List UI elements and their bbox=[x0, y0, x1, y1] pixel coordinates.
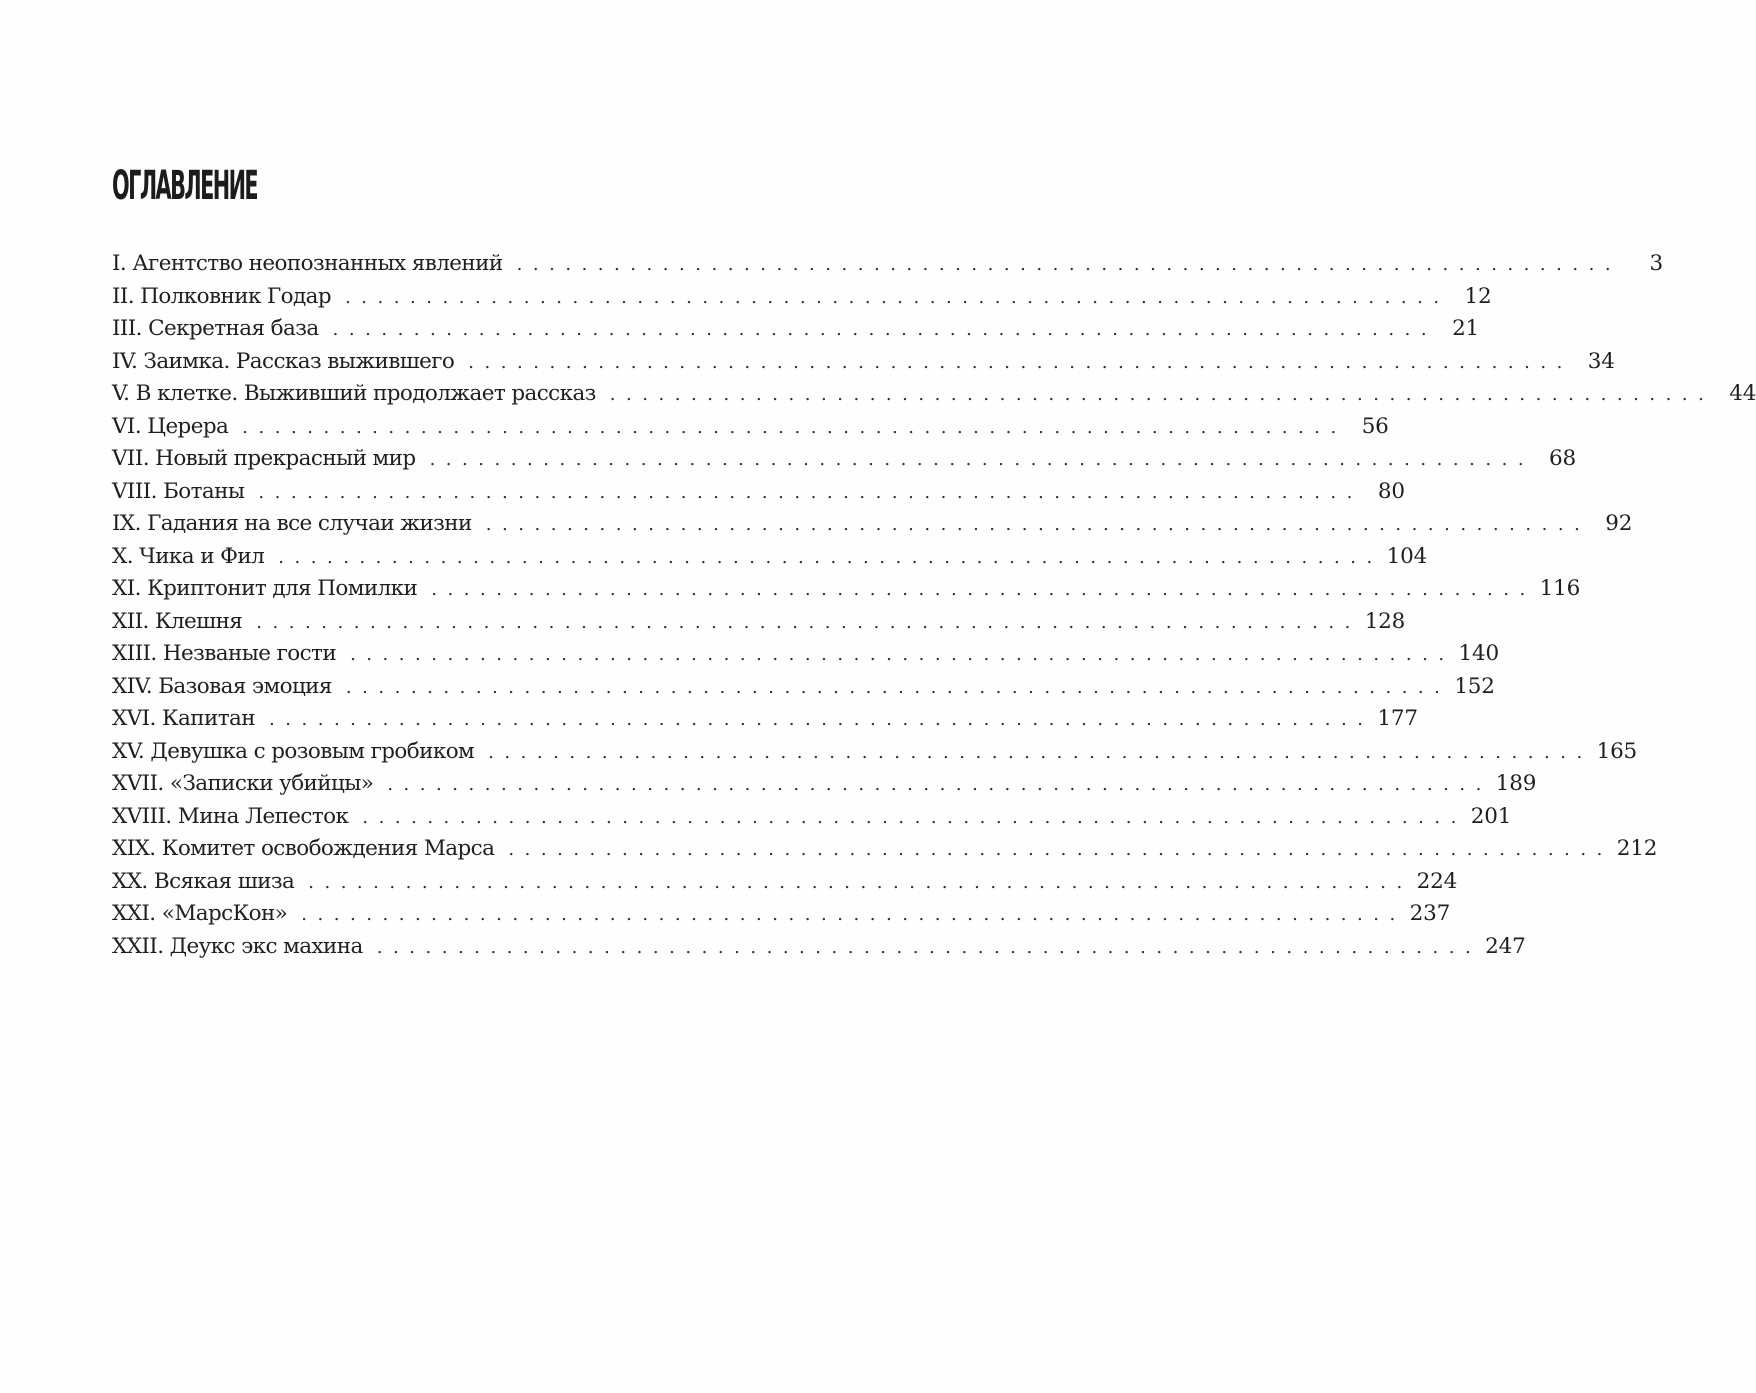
toc-entry[interactable] bbox=[112, 898, 1451, 931]
dot-leader: . . . . . . . . . . . . . . . . . . . . . . . . . . . . . . . . . . . . . . . . . . . . . . . . . . . . . . . . . . . . . . . . . . . . bbox=[387, 774, 1484, 795]
toc-entry-label: VI. Церера bbox=[112, 413, 229, 439]
toc-entry[interactable] bbox=[112, 638, 1499, 671]
dot-leader: . . . . . . . . . . . . . . . . . . . . . . . . . . . . . . . . . . . . . . . . . . . . . . . . . . . . . . . . . . . . . . . . . . . . bbox=[301, 904, 1398, 925]
toc-entry-page-number: 92 bbox=[1605, 511, 1633, 536]
toc-entry-label: XII. Клешня bbox=[112, 608, 243, 634]
toc-entry-label: X. Чика и Фил bbox=[112, 543, 265, 569]
toc-entry[interactable] bbox=[112, 768, 1537, 801]
toc-entry[interactable] bbox=[112, 931, 1526, 964]
toc-entry[interactable] bbox=[112, 703, 1418, 736]
dot-leader: . . . . . . . . . . . . . . . . . . . . . . . . . . . . . . . . . . . . . . . . . . . . . . . . . . . . . . . . . . . . . . . . . . . . bbox=[345, 286, 1442, 308]
toc-entry-label: III. Секретная база bbox=[112, 316, 319, 341]
dot-leader: . . . . . . . . . . . . . . . . . . . . . . . . . . . . . . . . . . . . . . . . . . . . . . . . . . . . . . . . . . . . . . . . . . . . bbox=[376, 936, 1474, 958]
toc-entry-page-number: 247 bbox=[1485, 933, 1526, 959]
dot-leader: . . . . . . . . . . . . . . . . . . . . . . . . . . . . . . . . . . . . . . . . . . . . . . . . . . . . . . . . . . . . . . . . . . . . bbox=[350, 644, 1447, 665]
toc-entry-page-number: 140 bbox=[1458, 641, 1499, 666]
dot-leader: . . . . . . . . . . . . . . . . . . . . . . . . . . . . . . . . . . . . . . . . . . . . . . . . . . . . . . . . . . . . . . . . . . . . bbox=[242, 416, 1339, 438]
toc-entry-label: XIX. Комитет освобождения Марса bbox=[112, 836, 495, 861]
dot-leader: . . . . . . . . . . . . . . . . . . . . . . . . . . . . . . . . . . . . . . . . . . . . . . . . . . . . . . . . . . . . . . . . . . . . bbox=[468, 351, 1565, 373]
toc-entry[interactable] bbox=[112, 541, 1428, 574]
toc-entry[interactable] bbox=[112, 606, 1406, 639]
toc-entry-label: VII. Новый прекрасный мир bbox=[112, 446, 416, 471]
toc-entry-label: XXI. «МарсКон» bbox=[112, 901, 288, 926]
dot-leader: . . . . . . . . . . . . . . . . . . . . . . . . . . . . . . . . . . . . . . . . . . . . . . . . . . . . . . . . . . . . . . . . . . . . bbox=[308, 871, 1405, 893]
toc-entry-page-number: 212 bbox=[1616, 836, 1658, 861]
toc-entry[interactable] bbox=[112, 248, 1664, 281]
toc-entry-label: IV. Заимка. Рассказ выжившего bbox=[112, 348, 455, 374]
dot-leader: . . . . . . . . . . . . . . . . . . . . . . . . . . . . . . . . . . . . . . . . . . . . . . . . . . . . . . . . . . . . . . . . . . . . bbox=[278, 546, 1375, 568]
toc-entry-label: XVIII. Мина Лепесток bbox=[112, 803, 349, 829]
toc-entry-label: XVII. «Записки убийцы» bbox=[112, 771, 374, 796]
toc-entry[interactable] bbox=[112, 736, 1638, 769]
toc-entry[interactable] bbox=[112, 573, 1581, 606]
toc-entry-page-number: 104 bbox=[1386, 543, 1428, 569]
toc-title: ОГЛАВЛЕНИЕ bbox=[112, 163, 258, 209]
toc-entry-page-number: 44 bbox=[1729, 381, 1756, 406]
toc-entry-label: IX. Гадания на все случаи жизни bbox=[112, 511, 472, 536]
dot-leader: . . . . . . . . . . . . . . . . . . . . . . . . . . . . . . . . . . . . . . . . . . . . . . . . . . . . . . . . . . . . . . . . . . . . bbox=[431, 579, 1528, 600]
toc-entry[interactable] bbox=[112, 443, 1576, 476]
toc-entry-page-number: 177 bbox=[1377, 706, 1418, 731]
toc-entry-label: I. Агентство неопознанных явлений bbox=[112, 251, 503, 276]
toc-entry-label: XIV. Базовая эмоция bbox=[112, 673, 332, 699]
dot-leader: . . . . . . . . . . . . . . . . . . . . . . . . . . . . . . . . . . . . . . . . . . . . . . . . . . . . . . . . . . . . . . . . . . . . bbox=[488, 741, 1585, 763]
toc-entry-label: XX. Всякая шиза bbox=[112, 868, 295, 894]
toc-entry[interactable] bbox=[112, 281, 1492, 314]
dot-leader: . . . . . . . . . . . . . . . . . . . . . . . . . . . . . . . . . . . . . . . . . . . . . . . . . . . . . . . . . . . . . . . . . . . . bbox=[256, 611, 1353, 633]
dot-leader: . . . . . . . . . . . . . . . . . . . . . . . . . . . . . . . . . . . . . . . . . . . . . . . . . . . . . . . . . . . . . . . . . . . . bbox=[258, 481, 1355, 503]
toc-entry[interactable] bbox=[112, 866, 1458, 899]
toc-entry-page-number: 237 bbox=[1409, 901, 1451, 926]
toc-list bbox=[112, 248, 1756, 963]
toc-entry-label: VIII. Ботаны bbox=[112, 478, 245, 504]
toc-entry[interactable] bbox=[112, 411, 1389, 444]
dot-leader: . . . . . . . . . . . . . . . . . . . . . . . . . . . . . . . . . . . . . . . . . . . . . . . . . . . . . . . . . . . . . . . . . . . . bbox=[516, 254, 1614, 275]
toc-entry-page-number: 152 bbox=[1454, 673, 1495, 699]
toc-entry[interactable] bbox=[112, 378, 1756, 411]
toc-entry-label: XI. Криптонит для Помилки bbox=[112, 576, 418, 601]
toc-entry-page-number: 165 bbox=[1596, 738, 1638, 764]
toc-entry[interactable] bbox=[112, 346, 1615, 379]
toc-entry-label: II. Полковник Годар bbox=[112, 283, 332, 309]
toc-entry-page-number: 224 bbox=[1416, 868, 1458, 894]
toc-entry[interactable] bbox=[112, 476, 1405, 509]
toc-entry-page-number: 34 bbox=[1587, 348, 1615, 374]
toc-entry-page-number: 128 bbox=[1364, 608, 1406, 634]
toc-entry-label: XV. Девушка с розовым гробиком bbox=[112, 738, 475, 764]
toc-entry-page-number: 68 bbox=[1549, 446, 1576, 471]
toc-entry[interactable] bbox=[112, 833, 1658, 866]
toc-entry[interactable] bbox=[112, 508, 1633, 541]
dot-leader: . . . . . . . . . . . . . . . . . . . . . . . . . . . . . . . . . . . . . . . . . . . . . . . . . . . . . . . . . . . . . . . . . . . . bbox=[609, 384, 1707, 405]
dot-leader: . . . . . . . . . . . . . . . . . . . . . . . . . . . . . . . . . . . . . . . . . . . . . . . . . . . . . . . . . . . . . . . . . . . . bbox=[332, 319, 1430, 340]
dot-leader: . . . . . . . . . . . . . . . . . . . . . . . . . . . . . . . . . . . . . . . . . . . . . . . . . . . . . . . . . . . . . . . . . . . . bbox=[345, 676, 1443, 698]
toc-entry-page-number: 189 bbox=[1495, 771, 1537, 796]
toc-entry-page-number: 21 bbox=[1452, 316, 1480, 341]
toc-entry-label: XVI. Капитан bbox=[112, 706, 255, 731]
toc-entry-label: V. В клетке. Выживший продолжает рассказ bbox=[112, 381, 596, 406]
toc-entry-page-number: 56 bbox=[1361, 413, 1389, 439]
toc-entry[interactable] bbox=[112, 313, 1480, 346]
dot-leader: . . . . . . . . . . . . . . . . . . . . . . . . . . . . . . . . . . . . . . . . . . . . . . . . . . . . . . . . . . . . . . . . . . . . bbox=[485, 514, 1583, 535]
toc-entry-page-number: 116 bbox=[1539, 576, 1581, 601]
dot-leader: . . . . . . . . . . . . . . . . . . . . . . . . . . . . . . . . . . . . . . . . . . . . . . . . . . . . . . . . . . . . . . . . . . . . bbox=[508, 839, 1605, 860]
toc-entry-page-number: 201 bbox=[1470, 803, 1512, 829]
toc-entry-label: XIII. Незваные гости bbox=[112, 641, 337, 666]
toc-entry[interactable] bbox=[112, 801, 1512, 834]
toc-entry-label: XXII. Деукс экс махина bbox=[112, 933, 363, 959]
dot-leader: . . . . . . . . . . . . . . . . . . . . . . . . . . . . . . . . . . . . . . . . . . . . . . . . . . . . . . . . . . . . . . . . . . . . bbox=[268, 709, 1366, 730]
toc-entry-page-number: 80 bbox=[1377, 478, 1405, 504]
dot-leader: . . . . . . . . . . . . . . . . . . . . . . . . . . . . . . . . . . . . . . . . . . . . . . . . . . . . . . . . . . . . . . . . . . . . bbox=[362, 806, 1459, 828]
dot-leader: . . . . . . . . . . . . . . . . . . . . . . . . . . . . . . . . . . . . . . . . . . . . . . . . . . . . . . . . . . . . . . . . . . . . bbox=[429, 449, 1526, 470]
toc-entry[interactable] bbox=[112, 671, 1495, 704]
toc-entry-page-number: 12 bbox=[1464, 283, 1492, 309]
toc-entry-page-number: 3 bbox=[1649, 251, 1664, 276]
